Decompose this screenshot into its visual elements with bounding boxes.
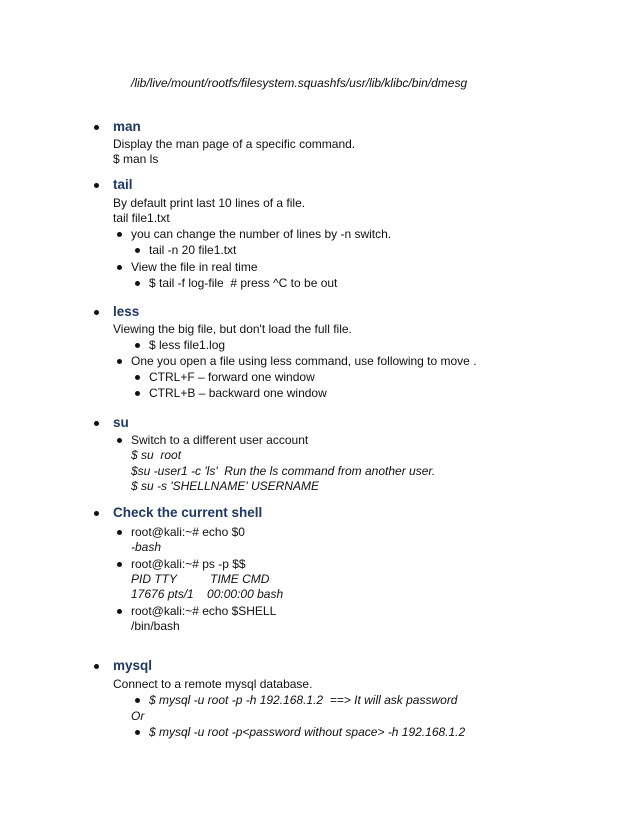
su-line-2: $su -user1 -c 'ls' Run the ls command from another user. — [131, 464, 436, 478]
su-line-3: $ su -s 'SHELLNAME' USERNAME — [131, 479, 319, 493]
bullet-icon — [135, 343, 140, 348]
bullet-icon — [94, 125, 99, 130]
shell-bullet-2-output-1: PID TTY TIME CMD — [131, 572, 270, 586]
less-bullet-1-sub-2: CTRL+B – backward one window — [149, 386, 327, 400]
less-bullet-1-sub-1: CTRL+F – forward one window — [149, 370, 315, 384]
bullet-icon — [117, 438, 122, 443]
su-line-1: $ su root — [131, 448, 182, 462]
section-heading-shell: Check the current shell — [113, 505, 263, 520]
man-example: $ man ls — [113, 152, 159, 166]
tail-bullet-1: you can change the number of lines by -n switch. — [131, 227, 392, 241]
bullet-icon — [94, 511, 99, 516]
mysql-bullet-1: $ mysql -u root -p -h 192.168.1.2 ==> It will ask password — [149, 693, 458, 707]
bullet-icon — [135, 698, 140, 703]
shell-bullet-3: root@kali:~# echo $SHELL — [131, 604, 277, 618]
man-description: Display the man page of a specific command. — [113, 137, 356, 151]
bullet-icon — [135, 281, 140, 286]
shell-bullet-3-output: /bin/bash — [131, 619, 180, 633]
shell-bullet-1: root@kali:~# echo $0 — [131, 525, 245, 539]
mysql-description: Connect to a remote mysql database. — [113, 677, 313, 691]
path-line: /lib/live/mount/rootfs/filesystem.squashfs/usr/lib/klibc/bin/dmesg — [131, 76, 468, 90]
bullet-icon — [94, 183, 99, 188]
bullet-icon — [135, 248, 140, 253]
tail-bullet-2: View the file in real time — [131, 260, 258, 274]
mysql-or: Or — [131, 709, 145, 723]
bullet-icon — [94, 310, 99, 315]
bullet-icon — [117, 265, 122, 270]
bullet-icon — [135, 375, 140, 380]
bullet-icon — [94, 664, 99, 669]
mysql-bullet-2: $ mysql -u root -p<password without space> -h 192.168.1.2 — [149, 725, 466, 739]
section-heading-man: man — [113, 119, 141, 134]
bullet-icon — [117, 609, 122, 614]
shell-bullet-2-output-2: 17676 pts/1 00:00:00 bash — [131, 587, 284, 601]
section-heading-mysql: mysql — [113, 658, 153, 673]
su-bullet-1: Switch to a different user account — [131, 433, 309, 447]
less-sub-1: $ less file1.log — [149, 338, 226, 352]
tail-example: tail file1.txt — [113, 211, 170, 225]
section-heading-less: less — [113, 304, 140, 319]
bullet-icon — [117, 530, 122, 535]
less-description: Viewing the big file, but don't load the full file. — [113, 322, 352, 336]
less-bullet-1: One you open a file using less command, use following to move . — [131, 354, 477, 368]
bullet-icon — [117, 562, 122, 567]
bullet-icon — [117, 232, 122, 237]
section-heading-su: su — [113, 415, 129, 430]
bullet-icon — [135, 391, 140, 396]
bullet-icon — [117, 359, 122, 364]
tail-bullet-2-sub: $ tail -f log-file # press ^C to be out — [149, 276, 338, 290]
shell-bullet-2: root@kali:~# ps -p $$ — [131, 557, 246, 571]
shell-bullet-1-output: -bash — [131, 540, 162, 554]
bullet-icon — [94, 421, 99, 426]
section-heading-tail: tail — [113, 177, 133, 192]
tail-description: By default print last 10 lines of a file. — [113, 196, 306, 210]
bullet-icon — [135, 730, 140, 735]
tail-bullet-1-sub: tail -n 20 file1.txt — [149, 243, 237, 257]
